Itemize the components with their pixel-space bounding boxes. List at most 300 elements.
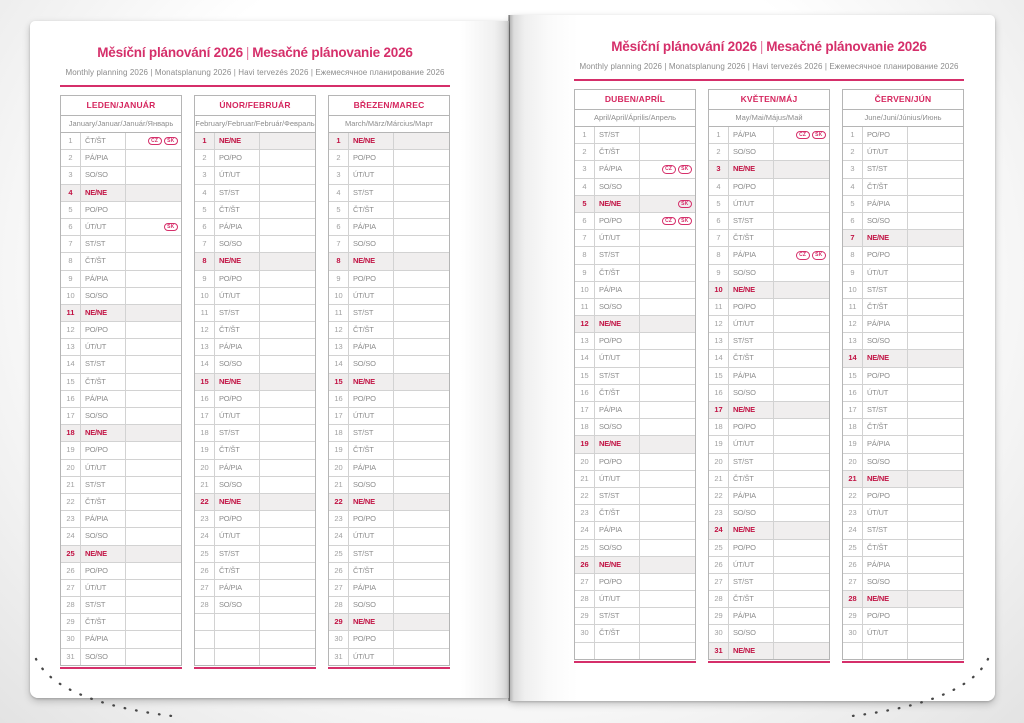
day-number-cell: 26: [709, 557, 729, 573]
notes-cell: [394, 460, 449, 476]
notes-cell: [774, 454, 829, 470]
weekday-cell: SO/SO: [729, 625, 774, 641]
weekday-cell: ST/ST: [595, 488, 640, 504]
weekday-cell: ÚT/UT: [729, 557, 774, 573]
weekday-cell: NE/NE: [81, 425, 126, 441]
day-row: [329, 236, 449, 253]
day-number-cell: 4: [61, 185, 81, 201]
day-row: [329, 219, 449, 236]
weekday-cell: NE/NE: [595, 196, 640, 212]
weekday-cell: PO/PO: [863, 127, 908, 143]
weekday-cell: ČT/ŠT: [595, 625, 640, 641]
day-number-cell: [195, 649, 215, 665]
day-number-cell: 11: [195, 305, 215, 321]
day-row: [329, 288, 449, 305]
notes-cell: [260, 202, 315, 218]
day-row: [575, 179, 695, 196]
weekday-cell: PÁ/PIA: [349, 580, 394, 596]
day-row: [843, 625, 963, 642]
weekday-cell: PÁ/PIA: [349, 219, 394, 235]
day-number-cell: 16: [843, 385, 863, 401]
weekday-cell: PO/PO: [863, 368, 908, 384]
notes-cell: [126, 288, 181, 304]
day-row: [61, 442, 181, 459]
day-row: [843, 436, 963, 453]
day-number-cell: 23: [329, 511, 349, 527]
day-number-cell: 14: [61, 356, 81, 372]
day-row: [575, 419, 695, 436]
notes-cell: [908, 282, 963, 298]
notes-cell: [640, 299, 695, 315]
weekday-cell: PÁ/PIA: [81, 150, 126, 166]
weekday-cell: PÁ/PIA: [349, 460, 394, 476]
weekday-cell: NE/NE: [215, 253, 260, 269]
day-number-cell: 11: [575, 299, 595, 315]
day-number-cell: 23: [575, 505, 595, 521]
weekday-cell: [215, 649, 260, 665]
weekday-cell: SO/SO: [81, 288, 126, 304]
weekday-cell: ČT/ŠT: [81, 374, 126, 390]
weekday-cell: ČT/ŠT: [729, 230, 774, 246]
day-number-cell: 1: [709, 127, 729, 143]
weekday-cell: ČT/ŠT: [215, 442, 260, 458]
day-number-cell: 12: [329, 322, 349, 338]
day-row: [329, 133, 449, 150]
month-table: [842, 89, 964, 660]
notes-cell: [774, 299, 829, 315]
weekday-cell: SO/SO: [729, 265, 774, 281]
weekday-cell: PO/PO: [595, 213, 640, 229]
weekday-cell: PÁ/PIA: [729, 488, 774, 504]
notes-cell: [774, 230, 829, 246]
weekday-cell: [863, 643, 908, 659]
day-number-cell: 15: [709, 368, 729, 384]
weekday-cell: PO/PO: [349, 631, 394, 647]
day-row: [61, 219, 181, 236]
weekday-cell: ÚT/UT: [349, 167, 394, 183]
notes-cell: [908, 643, 963, 659]
weekday-cell: PO/PO: [215, 150, 260, 166]
day-number-cell: 12: [709, 316, 729, 332]
day-number-cell: 12: [195, 322, 215, 338]
notes-cell: [260, 546, 315, 562]
notes-cell: [908, 625, 963, 641]
day-row: [329, 322, 449, 339]
day-number-cell: 17: [575, 402, 595, 418]
month-table: [574, 89, 696, 660]
day-number-cell: [843, 643, 863, 659]
notes-cell: [260, 133, 315, 149]
day-number-cell: 26: [329, 563, 349, 579]
day-row: [61, 649, 181, 665]
notes-cell: [260, 253, 315, 269]
day-row: [709, 385, 829, 402]
notes-cell: [260, 219, 315, 235]
day-number-cell: 1: [575, 127, 595, 143]
notes-cell: [774, 488, 829, 504]
month-bottom-rule: [60, 667, 182, 669]
notes-cell: [640, 179, 695, 195]
day-number-cell: 25: [329, 546, 349, 562]
weekday-cell: NE/NE: [863, 471, 908, 487]
weekday-cell: ÚT/UT: [81, 339, 126, 355]
weekday-cell: SO/SO: [81, 408, 126, 424]
notes-cell: [260, 614, 315, 630]
day-number-cell: 9: [195, 271, 215, 287]
day-number-cell: 24: [575, 522, 595, 538]
weekday-cell: ÚT/UT: [349, 528, 394, 544]
day-row: [709, 574, 829, 591]
weekday-cell: NE/NE: [729, 161, 774, 177]
notes-cell: [394, 494, 449, 510]
notes-cell: [774, 247, 829, 263]
day-number-cell: 27: [575, 574, 595, 590]
notes-cell: [640, 625, 695, 641]
notes-cell: [640, 196, 695, 212]
title-czech: Měsíční plánování 2026: [97, 45, 243, 60]
notes-cell: [908, 419, 963, 435]
day-row: [575, 265, 695, 282]
day-row: [575, 299, 695, 316]
notes-cell: [640, 505, 695, 521]
notes-cell: [394, 649, 449, 665]
day-row: [329, 305, 449, 322]
notes-cell: [640, 643, 695, 659]
notes-cell: [394, 356, 449, 372]
notes-cell: [774, 574, 829, 590]
day-row: [575, 144, 695, 161]
day-row: [575, 540, 695, 557]
weekday-cell: PÁ/PIA: [729, 608, 774, 624]
notes-cell: [126, 511, 181, 527]
notes-cell: [260, 167, 315, 183]
month-bottom-rule: [708, 661, 830, 663]
notes-cell: [908, 608, 963, 624]
notes-cell: [126, 356, 181, 372]
day-row: [329, 631, 449, 648]
notes-cell: [260, 631, 315, 647]
weekday-cell: ST/ST: [729, 333, 774, 349]
notes-cell: [774, 282, 829, 298]
notes-cell: [126, 614, 181, 630]
notes-cell: [260, 356, 315, 372]
weekday-cell: NE/NE: [863, 350, 908, 366]
notes-cell: [774, 196, 829, 212]
day-number-cell: 13: [61, 339, 81, 355]
day-row: [709, 282, 829, 299]
day-number-cell: 16: [709, 385, 729, 401]
weekday-cell: SO/SO: [81, 649, 126, 665]
notes-cell: [640, 368, 695, 384]
day-row: [709, 471, 829, 488]
day-number-cell: 14: [195, 356, 215, 372]
day-number-cell: 22: [575, 488, 595, 504]
weekday-cell: NE/NE: [349, 374, 394, 390]
weekday-cell: SO/SO: [729, 385, 774, 401]
day-row: [329, 253, 449, 270]
day-row: [329, 271, 449, 288]
weekday-cell: PO/PO: [215, 391, 260, 407]
notes-cell: [908, 161, 963, 177]
day-row: [575, 574, 695, 591]
weekday-cell: SO/SO: [349, 236, 394, 252]
weekday-cell: PO/PO: [81, 202, 126, 218]
notes-cell: [908, 385, 963, 401]
day-number-cell: 6: [709, 213, 729, 229]
notes-cell: [640, 144, 695, 160]
day-row: [709, 333, 829, 350]
day-number-cell: 28: [61, 597, 81, 613]
day-row: [61, 391, 181, 408]
day-row: [843, 591, 963, 608]
day-number-cell: 7: [575, 230, 595, 246]
day-row: [575, 488, 695, 505]
day-row: [61, 288, 181, 305]
weekday-cell: PO/PO: [215, 271, 260, 287]
day-number-cell: [575, 643, 595, 659]
day-number-cell: 7: [195, 236, 215, 252]
day-number-cell: 24: [195, 528, 215, 544]
notes-cell: [908, 591, 963, 607]
day-number-cell: 2: [61, 150, 81, 166]
day-row: [709, 540, 829, 557]
months-row: [60, 95, 450, 669]
weekday-cell: ČT/ŠT: [349, 563, 394, 579]
notes-cell: [126, 305, 181, 321]
notes-cell: [908, 127, 963, 143]
day-row: [709, 608, 829, 625]
notes-cell: [260, 442, 315, 458]
weekday-cell: SO/SO: [595, 540, 640, 556]
day-number-cell: 28: [843, 591, 863, 607]
notes-cell: [126, 391, 181, 407]
day-row: [329, 408, 449, 425]
day-row: [61, 425, 181, 442]
weekday-cell: ST/ST: [81, 356, 126, 372]
weekday-cell: NE/NE: [729, 643, 774, 659]
day-row: [195, 271, 315, 288]
notes-cell: [640, 333, 695, 349]
notes-cell: [640, 436, 695, 452]
weekday-cell: ČT/ŠT: [81, 133, 126, 149]
cz-holiday-icon: CZ: [796, 251, 810, 260]
notes-cell: [394, 167, 449, 183]
notes-cell: [774, 179, 829, 195]
day-number-cell: 21: [329, 477, 349, 493]
weekday-cell: SO/SO: [729, 505, 774, 521]
day-row: [709, 505, 829, 522]
weekday-cell: ÚT/UT: [863, 144, 908, 160]
day-number-cell: 5: [329, 202, 349, 218]
month-column: [60, 95, 182, 669]
day-row: [195, 253, 315, 270]
notes-cell: [126, 580, 181, 596]
weekday-cell: [595, 643, 640, 659]
notes-cell: [260, 305, 315, 321]
notes-cell: [126, 339, 181, 355]
notes-cell: [908, 488, 963, 504]
notes-cell: [640, 385, 695, 401]
notes-cell: [908, 196, 963, 212]
notes-cell: [640, 213, 695, 229]
sk-holiday-icon: SK: [812, 131, 826, 140]
day-number-cell: 24: [61, 528, 81, 544]
day-row: [709, 247, 829, 264]
weekday-cell: ST/ST: [863, 282, 908, 298]
day-number-cell: [195, 631, 215, 647]
day-number-cell: 3: [195, 167, 215, 183]
day-row: [575, 213, 695, 230]
day-row: [195, 236, 315, 253]
blank-row: [195, 631, 315, 648]
day-row: [195, 460, 315, 477]
day-row: [709, 179, 829, 196]
notes-cell: [260, 374, 315, 390]
notes-cell: [394, 322, 449, 338]
weekday-cell: PO/PO: [729, 419, 774, 435]
weekday-cell: PO/PO: [81, 563, 126, 579]
notes-cell: [640, 488, 695, 504]
day-row: [709, 161, 829, 178]
day-row: [709, 591, 829, 608]
day-number-cell: 9: [843, 265, 863, 281]
day-row: [329, 185, 449, 202]
day-number-cell: 21: [575, 471, 595, 487]
day-row: [329, 649, 449, 665]
notes-cell: [394, 511, 449, 527]
day-row: [843, 350, 963, 367]
weekday-cell: SO/SO: [215, 356, 260, 372]
day-row: [843, 454, 963, 471]
weekday-cell: SO/SO: [863, 574, 908, 590]
weekday-cell: ÚT/UT: [215, 408, 260, 424]
day-row: [195, 425, 315, 442]
day-number-cell: 18: [195, 425, 215, 441]
day-number-cell: 10: [195, 288, 215, 304]
weekday-cell: PÁ/PIA: [863, 196, 908, 212]
weekday-cell: SO/SO: [595, 419, 640, 435]
day-row: [329, 597, 449, 614]
day-number-cell: 19: [61, 442, 81, 458]
day-row: [843, 574, 963, 591]
day-row: [61, 460, 181, 477]
notes-cell: [260, 339, 315, 355]
day-row: [61, 614, 181, 631]
day-number-cell: 3: [329, 167, 349, 183]
day-row: [843, 282, 963, 299]
day-number-cell: 19: [843, 436, 863, 452]
weekday-cell: ÚT/UT: [729, 436, 774, 452]
day-row: [843, 608, 963, 625]
notes-cell: [126, 631, 181, 647]
weekday-cell: PO/PO: [729, 299, 774, 315]
weekday-cell: NE/NE: [863, 591, 908, 607]
day-row: [575, 282, 695, 299]
notes-cell: [774, 385, 829, 401]
weekday-cell: ST/ST: [81, 477, 126, 493]
notes-cell: [126, 546, 181, 562]
weekday-cell: ÚT/UT: [349, 408, 394, 424]
day-number-cell: 8: [575, 247, 595, 263]
day-number-cell: 30: [329, 631, 349, 647]
day-number-cell: 17: [195, 408, 215, 424]
day-number-cell: 16: [575, 385, 595, 401]
weekday-cell: ČT/ŠT: [349, 322, 394, 338]
title-rule: [60, 85, 450, 87]
notes-cell: [774, 591, 829, 607]
weekday-cell: ÚT/UT: [215, 528, 260, 544]
day-row: [843, 557, 963, 574]
day-number-cell: 23: [195, 511, 215, 527]
day-number-cell: 3: [709, 161, 729, 177]
day-number-cell: 6: [329, 219, 349, 235]
day-row: [61, 546, 181, 563]
notes-cell: [260, 460, 315, 476]
day-row: [329, 460, 449, 477]
day-number-cell: 17: [843, 402, 863, 418]
day-number-cell: 4: [709, 179, 729, 195]
day-number-cell: 14: [575, 350, 595, 366]
day-number-cell: 18: [843, 419, 863, 435]
weekday-cell: NE/NE: [215, 133, 260, 149]
weekday-cell: PÁ/PIA: [863, 557, 908, 573]
notes-cell: [394, 391, 449, 407]
month-subheader: May/Mai/Május/Май: [709, 110, 829, 127]
day-row: [575, 333, 695, 350]
notes-cell: [640, 574, 695, 590]
weekday-cell: ÚT/UT: [863, 625, 908, 641]
weekday-cell: PO/PO: [729, 540, 774, 556]
notes-cell: [126, 219, 181, 235]
page-title: [574, 37, 964, 57]
day-row: [61, 236, 181, 253]
notes-cell: [126, 236, 181, 252]
day-number-cell: 17: [709, 402, 729, 418]
day-row: [61, 253, 181, 270]
weekday-cell: ÚT/UT: [863, 265, 908, 281]
weekday-cell: [215, 631, 260, 647]
weekday-cell: ST/ST: [81, 597, 126, 613]
day-number-cell: 3: [575, 161, 595, 177]
day-number-cell: 25: [575, 540, 595, 556]
notes-cell: [774, 505, 829, 521]
day-row: [61, 631, 181, 648]
day-number-cell: 2: [709, 144, 729, 160]
day-row: [843, 505, 963, 522]
day-number-cell: 12: [61, 322, 81, 338]
day-number-cell: 25: [709, 540, 729, 556]
weekday-cell: ÚT/UT: [349, 649, 394, 665]
title-czech: Měsíční plánování 2026: [611, 39, 757, 54]
month-header: LEDEN/JANUÁR: [61, 96, 181, 116]
day-row: [61, 528, 181, 545]
notes-cell: [260, 322, 315, 338]
weekday-cell: ČT/ŠT: [863, 540, 908, 556]
day-row: [843, 368, 963, 385]
blank-row: [843, 643, 963, 659]
day-number-cell: 2: [843, 144, 863, 160]
sk-holiday-icon: SK: [164, 223, 178, 232]
month-table: [194, 95, 316, 666]
day-number-cell: 3: [843, 161, 863, 177]
notes-cell: [640, 265, 695, 281]
notes-cell: [640, 282, 695, 298]
notes-cell: [394, 408, 449, 424]
day-row: [709, 488, 829, 505]
day-number-cell: 5: [61, 202, 81, 218]
day-row: [575, 161, 695, 178]
month-subheader: April/April/Április/Апрель: [575, 110, 695, 127]
